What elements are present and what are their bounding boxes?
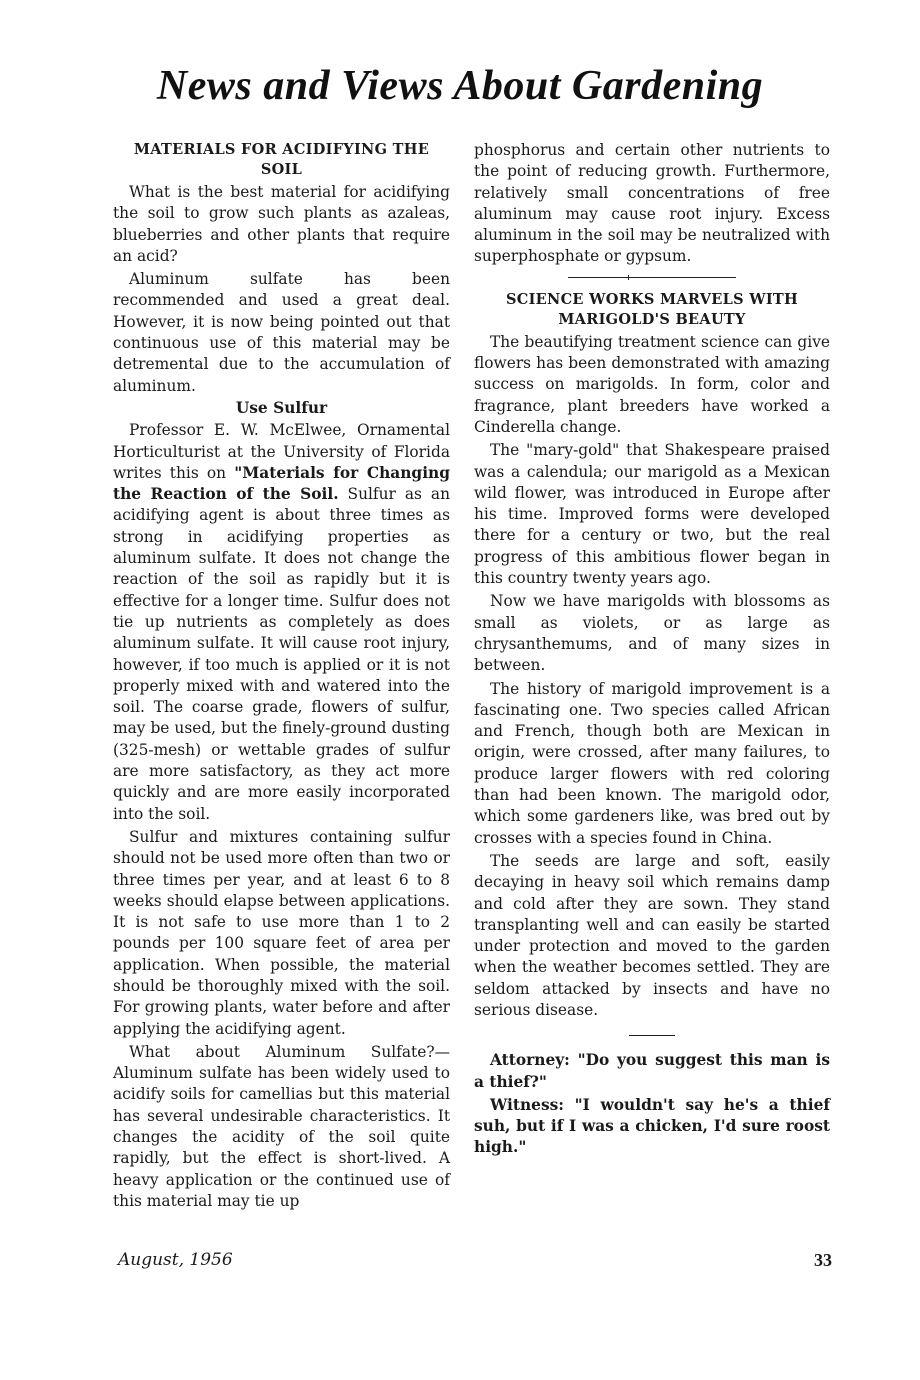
page-title: News and Views About Gardening [156, 63, 764, 109]
paragraph: The "mary-gold" that Shakespeare praised was a calendula; our marigold as a Mexican wild flower, was introduced in Europe after his time. Improved forms were developed there for a century or two, but the real progress of this ambitious flower began in this country twenty years ago. [474, 441, 830, 588]
paragraph: The history of marigold improvement is a fascinating one. Two species called African and French, though both are Mexican in origin, were crossed, after many failures, to produce larger flowers with red coloring than had been known. The marigold odor, which some gardeners like, was bred out by crosses with a species found in China. [474, 679, 830, 847]
joke-divider [629, 1035, 675, 1036]
paragraph: Aluminum sulfate has been recommended and used a great deal. However, it is now being pointed out that continuous use of this material may be detremental due to the accumulation of aluminum. [113, 270, 450, 395]
page-number: 33 [814, 1250, 832, 1270]
joke-witness: Witness: "I wouldn't say he's a thief suh, but if I was a chicken, I'd sure roost high." [474, 1095, 830, 1157]
paragraph-mcelwee [113, 420, 450, 825]
article-heading-marigold: SCIENCE WORKS MARVELS WITH MARIGOLD'S BEAUTY [505, 290, 799, 328]
paragraph: Now we have marigolds with blossoms as small as violets, or as large as chrysanthemums, and of many sizes in between. [474, 592, 830, 675]
paragraph: What about Aluminum Sulfate?—Aluminum sulfate has been widely used to acidify soils for camellias but this material has several undesirable characteristics. It changes the acidity of the soil quite rapidly, but the effect is short-lived. A heavy application or the continued use of this material may tie up [113, 1042, 450, 1210]
paragraph-bold-title: "Materials for Changing the Reaction of the Soil. [113, 463, 450, 504]
right-column [474, 140, 830, 1159]
joke-attorney: Attorney: "Do you suggest this man is a thief?" [474, 1051, 830, 1091]
paragraph: The seeds are large and soft, easily decaying in heavy soil which remains damp and cold after they are sown. They stand transplanting well and can easily be started under protection and moved to the garden when the weather becomes settled. They are seldom attacked by insects and have no serious disease. [474, 851, 830, 1019]
paragraph: Sulfur and mixtures containing sulfur should not be used more often than two or three times per year, and at least 6 to 8 weeks should elapse between applications. It is not safe to use more than 1 to 2 pounds per 100 square feet of area per application. When possible, the material should be thoroughly mixed with the soil. For growing plants, water before and after applying the acidifying agent. [113, 827, 450, 1038]
paragraph: What is the best material for acidifying the soil to grow such plants as azaleas, blueberries and other plants that require an acid? [113, 183, 450, 265]
divider-tick [628, 275, 629, 280]
footer-date: August, 1956 [118, 1250, 233, 1270]
paragraph-continued: phosphorus and certain other nutrients to the point of reducing growth. Furthermore, relatively small concentrations of free aluminum may cause root injury. Excess aluminum in the soil may be neutralized with superphosphate or gypsum. [474, 141, 830, 266]
article-heading-acidifying: MATERIALS FOR ACIDIFYING THE SOIL [133, 141, 430, 178]
left-column [113, 140, 450, 1212]
paragraph: The beautifying treatment science can give flowers has been demonstrated with amazing success on marigolds. In form, color and fragrance, plant breeders have worked a Cinderella change. [474, 332, 830, 436]
paragraph-text: Professor E. W. McElwee, Ornamental Horticulturist at the University of Florida writes this on [113, 421, 450, 482]
subheading-use-sulfur: Use Sulfur [235, 398, 328, 417]
section-divider [568, 277, 736, 278]
paragraph-text: Sulfur as an acidifying agent is about three times as strong in acidifying properties as aluminum sulfate. It does not change the reaction of the soil as rapidly but it is effective for a longer time. Sulfur does not tie up nutrients as completely as does aluminum sulfate. It will cause root injury, however, if too much is applied or it is not properly mixed with and watered into the soil. The coarse grade, flowers of sulfur, may be used, but the finely-ground dusting (325-mesh) or wettable grades of sulfur are more satisfactory, as they act more quickly and are more easily incorporated into the soil. [113, 485, 450, 823]
